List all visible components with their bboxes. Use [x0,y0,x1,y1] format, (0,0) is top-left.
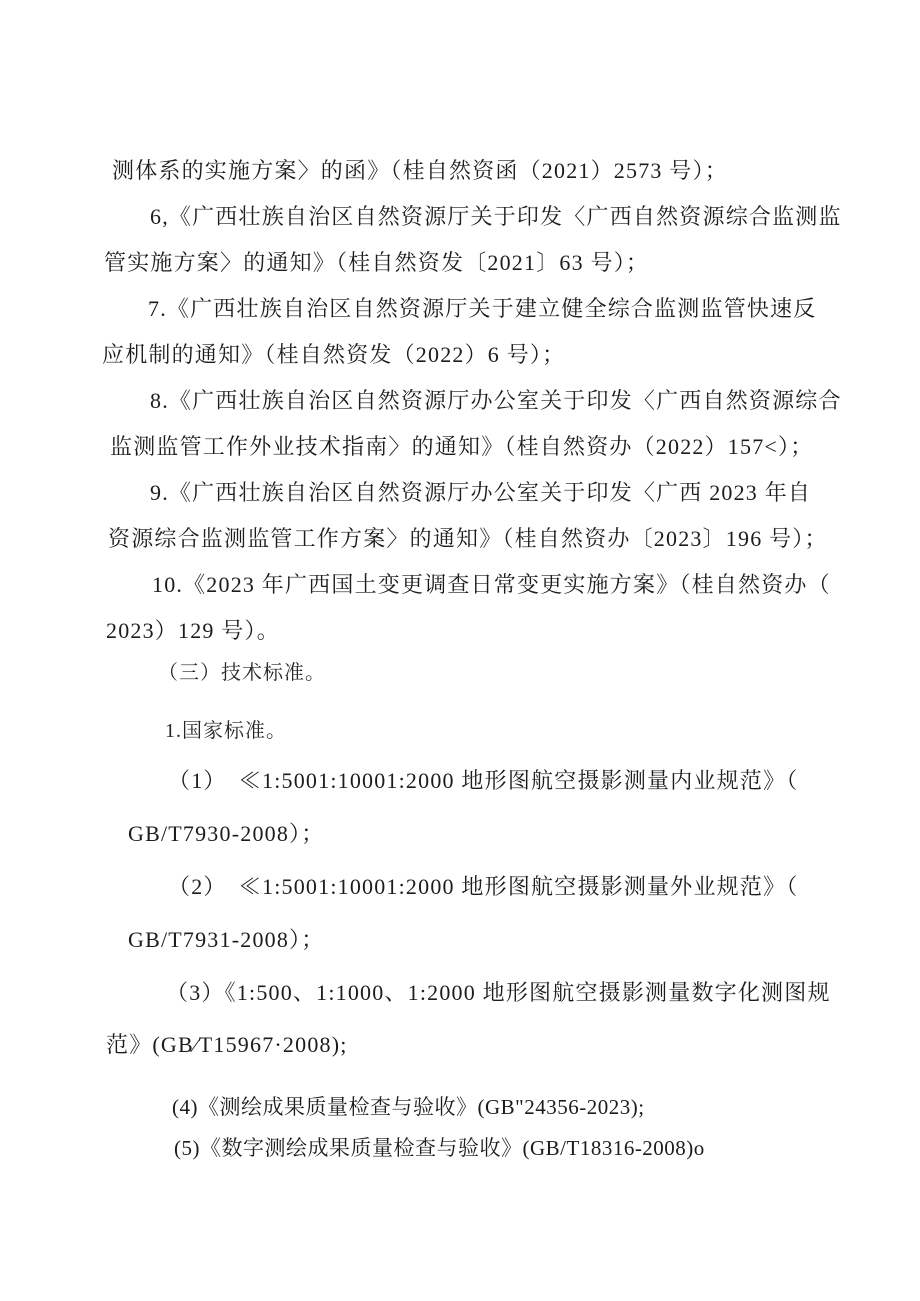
text-line: 2023）129 号）。 [106,618,280,643]
text-line: 管实施方案〉的通知》（桂自然资发〔2021〕63 号）； [104,250,650,275]
text-line: 应机制的通知》（桂自然资发（2022）6 号）； [102,342,566,367]
text-line: GB/T7930-2008）； [128,821,325,846]
text-line: 9.《广西壮族自治区自然资源厅办公室关于印发〈广西 2023 年自 [150,480,812,505]
text-line: 监测监管工作外业技术指南〉的通知》（桂自然资办（2022）157<）； [110,434,814,459]
text-line: (5)《数字测绘成果质量检查与验收》(GB/T18316-2008)o [174,1136,705,1160]
text-line: 范》(GB∕T15967·2008); [106,1032,348,1057]
text-line: （2） ≪1:5001:10001:2000 地形图航空摄影测量外业规范》（ [168,874,799,899]
text-line: 8.《广西壮族自治区自然资源厅办公室关于印发〈广西自然资源综合 [150,388,842,413]
text-line: 1.国家标准。 [165,720,287,742]
text-line: （1） ≪1:5001:10001:2000 地形图航空摄影测量内业规范》（ [168,768,799,793]
text-line: 7.《广西壮族自治区自然资源厅关于建立健全综合监测监管快速反 [148,296,817,321]
text-line: (4)《测绘成果质量检查与验收》(GB"24356-2023); [172,1095,645,1119]
text-line: 10.《2023 年广西国土变更调查日常变更实施方案》（桂自然资办（ [152,572,831,597]
text-line: 测体系的实施方案〉的函》（桂自然资函（2021）2573 号）； [112,158,728,183]
text-line: （3）《1:500、1:1000、1:2000 地形图航空摄影测量数字化测图规 [166,980,831,1005]
text-line: （三）技术标准。 [158,662,326,684]
text-line: 6,《广西壮族自治区自然资源厅关于印发〈广西自然资源综合监测监 [150,204,842,229]
text-line: 资源综合监测监管工作方案〉的通知》（桂自然资办〔2023〕196 号）； [108,526,828,551]
text-line: GB/T7931-2008）； [128,927,325,952]
